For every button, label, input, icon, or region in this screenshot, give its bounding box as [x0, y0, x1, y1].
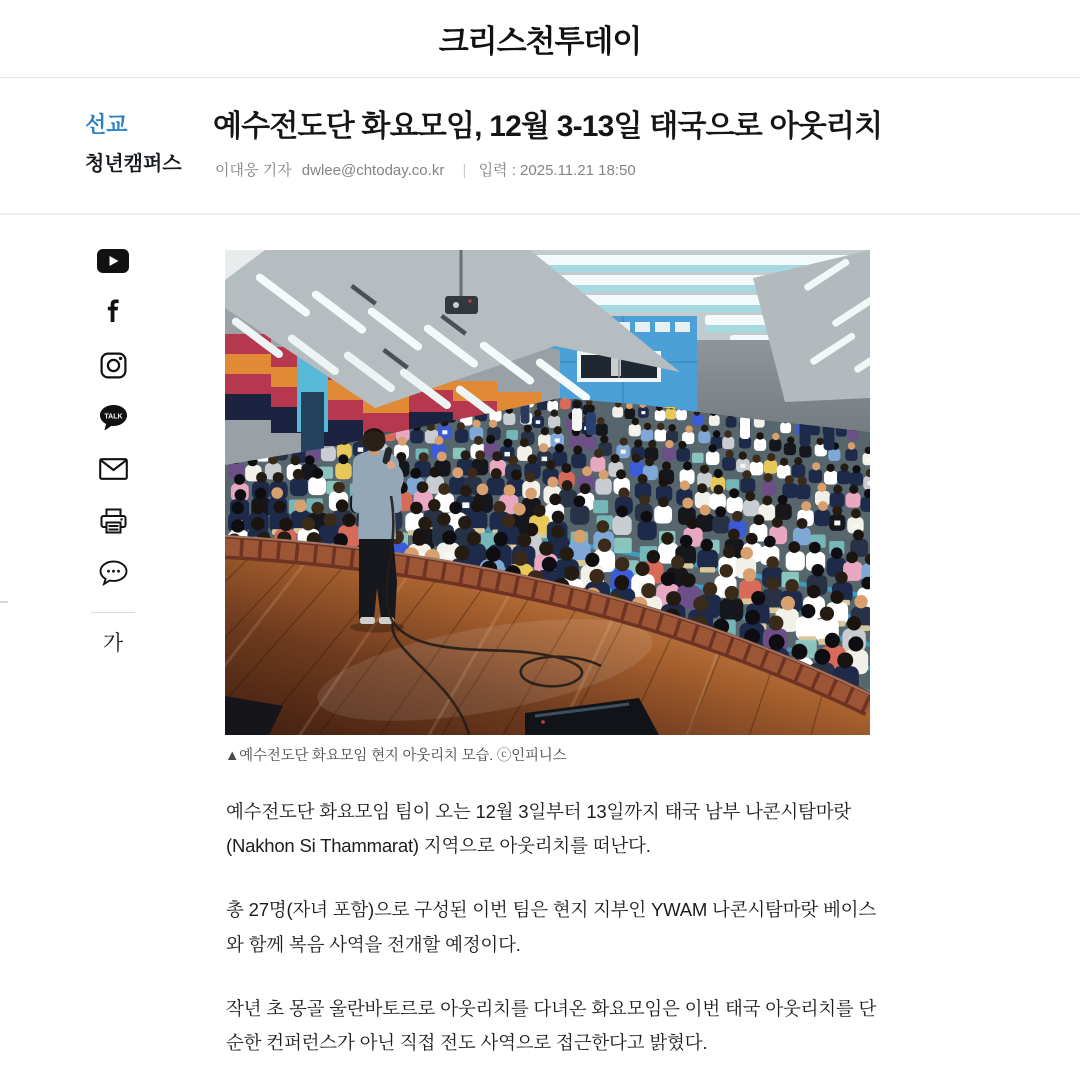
print-icon[interactable] [90, 504, 136, 538]
article-header [0, 79, 1080, 215]
byline [215, 159, 642, 180]
byline-separator: | [462, 162, 467, 179]
article-photo [225, 250, 870, 735]
paragraph: 작년 초 몽골 울란바토르로 아웃리치를 다녀온 화요모임은 이번 태국 아웃리치를 단순한 컨퍼런스가 아닌 직접 전도 사역으로 접근한다고 밝혔다. [226, 997, 877, 1054]
article-body [226, 795, 882, 1090]
font-size-button[interactable]: 가 [102, 632, 124, 655]
rail-divider [91, 612, 135, 613]
photo-caption: ▲예수전도단 화요모임 현지 아웃리치 모습. ⓒ인피니스 [225, 748, 567, 764]
masthead [0, 0, 1080, 78]
published-time: 입력 : 2025.11.21 18:50 [478, 162, 636, 179]
youtube-icon[interactable] [90, 244, 136, 278]
paragraph: 총 27명(자녀 포함)으로 구성된 이번 팀은 현지 지부인 YWAM 나콘시탐마랏 베이스와 함께 복음 사역을 전개할 예정이다. [226, 899, 877, 955]
instagram-icon[interactable] [90, 348, 136, 382]
article-title: 예수전도단 화요모임, 12월 3-13일 태국으로 아웃리치 [213, 110, 883, 143]
edge-tick [0, 601, 8, 603]
share-rail [90, 244, 136, 661]
category-link-youth-campus[interactable]: 청년캠퍼스 [85, 153, 182, 175]
category-link-mission[interactable]: 선교 [85, 112, 128, 137]
site-logo[interactable]: 크리스천투데이 [438, 24, 642, 59]
paragraph: 예수전도단 화요모임 팀이 오는 12월 3일부터 13일까지 태국 남부 나콘시탐마랏(Nakhon Si Thammarat) 지역으로 아웃리치를 떠난다. [226, 801, 852, 857]
kakaotalk-icon[interactable] [90, 400, 136, 434]
facebook-icon[interactable] [90, 296, 136, 330]
svg-text:TALK: TALK [103, 413, 123, 421]
email-icon[interactable] [90, 452, 136, 486]
comment-icon[interactable] [90, 556, 136, 590]
lecture-hall-illustration [225, 250, 870, 735]
reporter-name: 이대웅 기자 [215, 162, 292, 179]
reporter-email[interactable]: dwlee@chtoday.co.kr [301, 162, 445, 179]
